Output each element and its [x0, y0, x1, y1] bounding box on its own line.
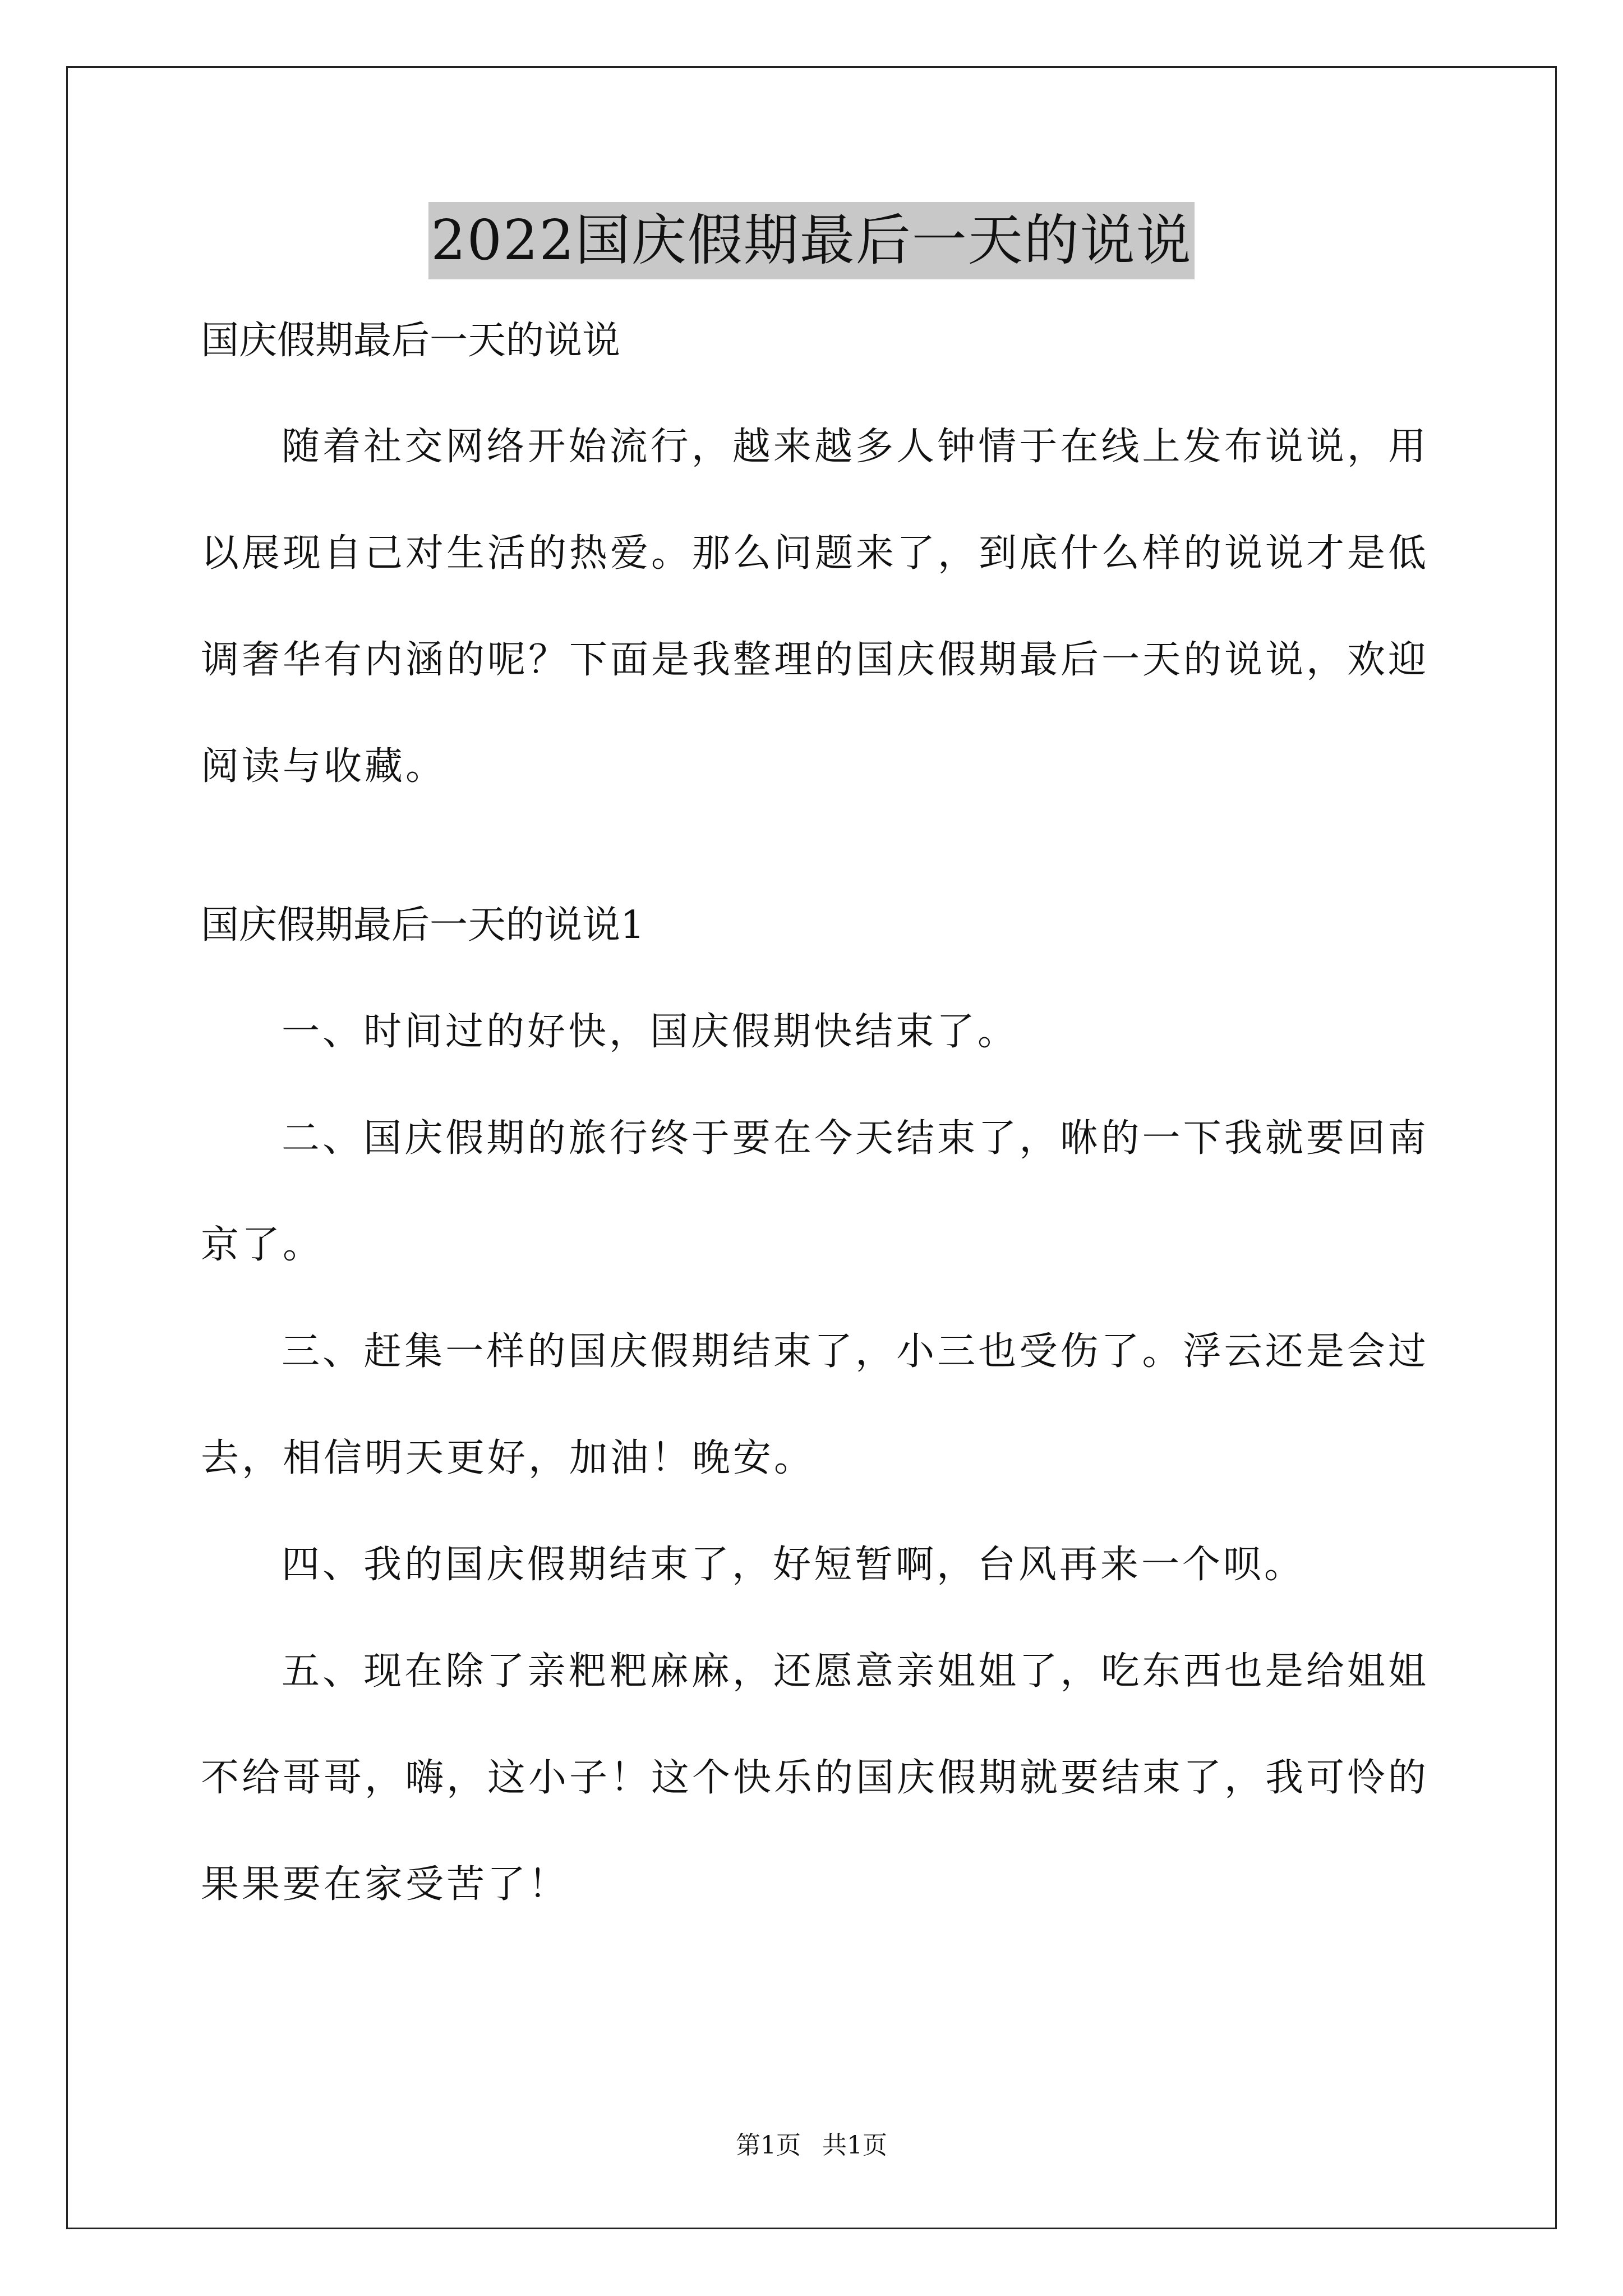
page-total: 共1页 [822, 2131, 887, 2160]
spacer [201, 820, 1429, 899]
page-number: 第1页 [736, 2131, 801, 2160]
list-item: 二、国庆假期的旅行终于要在今天结束了，咻的一下我就要回南京了。 [201, 1116, 1429, 1267]
intro-paragraph: 随着社交网络开始流行，越来越多人钟情于在线上发布说说，用以展现自己对生活的热爱。那么问题来了，到底什么样的说说才是低调奢华有内涵的呢？下面是我整理的国庆假期最后一天的说说，欢迎阅读与收藏。 [201, 425, 1430, 789]
page-footer [0, 2129, 1623, 2162]
title-container [0, 202, 1623, 279]
document-subtitle: 国庆假期最后一天的说说 [201, 319, 621, 363]
document-title: 2022国庆假期最后一天的说说 [428, 202, 1194, 279]
spacer [201, 952, 1429, 979]
list-item: 四、我的国庆假期结束了，好短暂啊，台风再来一个呗。 [282, 1543, 1306, 1587]
document-body [201, 314, 1429, 1938]
section-heading: 国庆假期最后一天的说说1 [201, 903, 645, 947]
list-item: 五、现在除了亲粑粑麻麻，还愿意亲姐姐了，吃东西也是给姐姐不给哥哥，嗨，这小子！这个快乐的国庆假期就要结束了，我可怜的果果要在家受苦了！ [201, 1649, 1430, 1907]
list-item: 一、时间过的好快，国庆假期快结束了。 [282, 1010, 1019, 1054]
list-item: 三、赶集一样的国庆假期结束了，小三也受伤了。浮云还是会过去，相信明天更好，加油！晚安。 [201, 1329, 1429, 1480]
